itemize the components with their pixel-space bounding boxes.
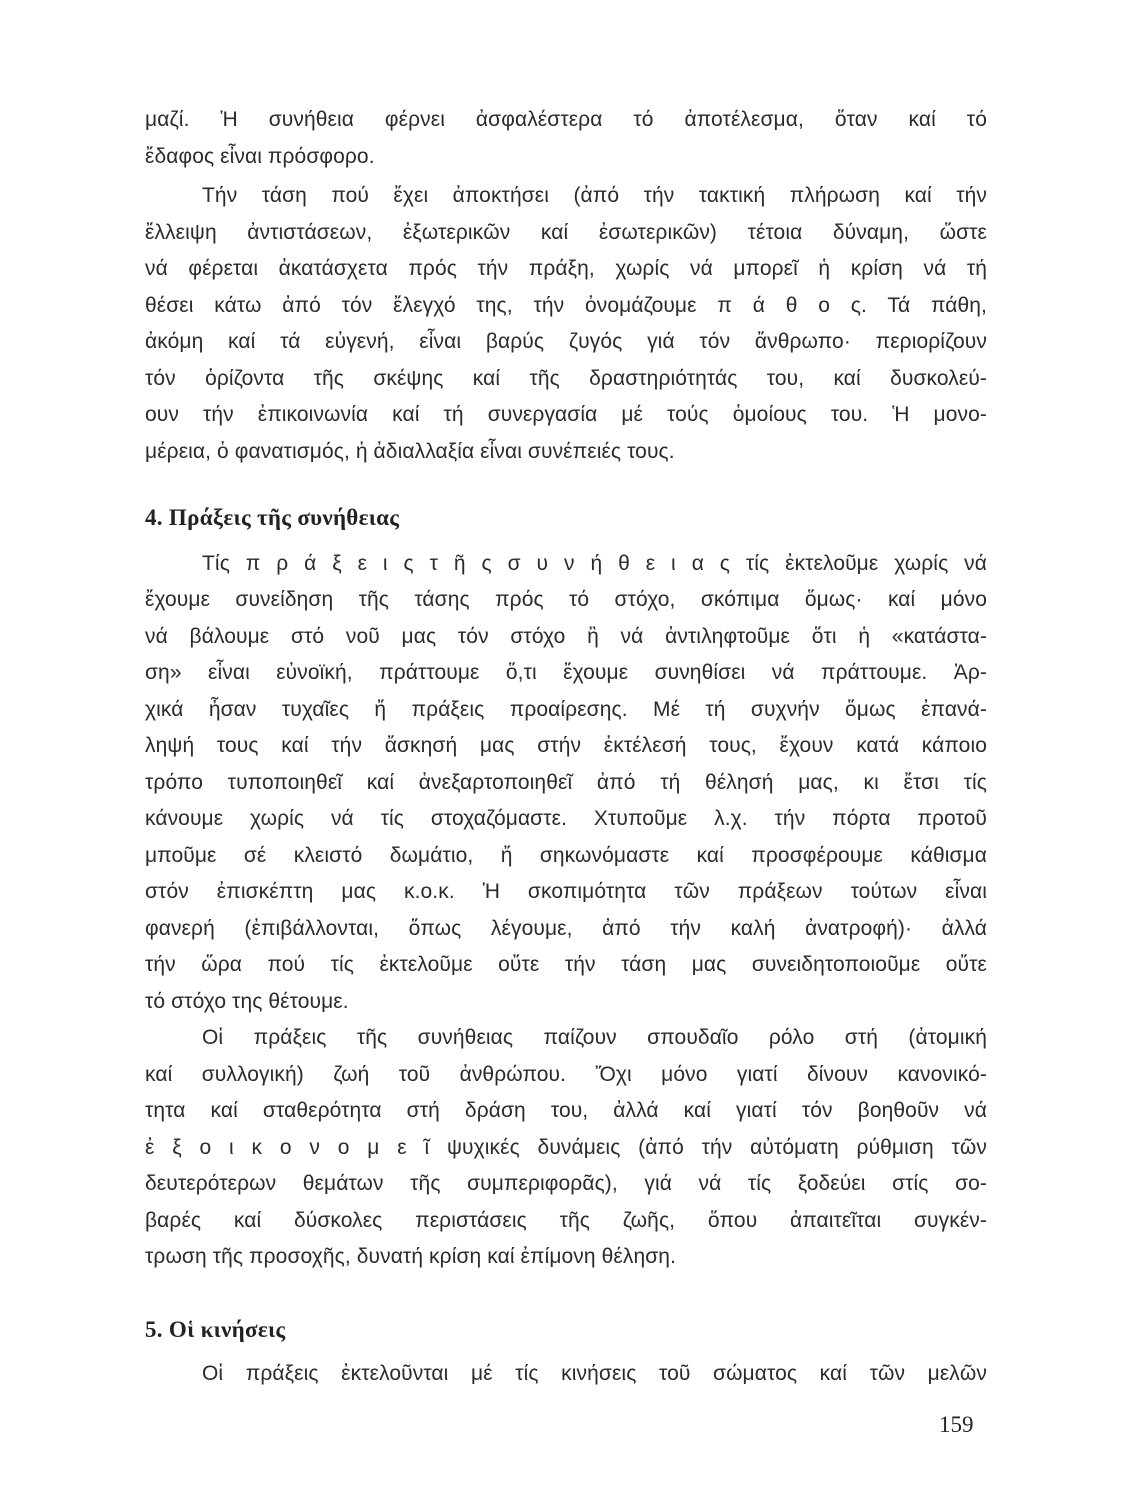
text-line: Τίς π ρ ά ξ ε ι ς τ ῆ ς σ υ ν ή θ ε ι α ς τίς ἐκτελοῦμε χωρίς νά (202, 551, 987, 575)
text-line: τητα καί σταθερότητα στή δράση του, ἀλλά καί γιατί τόν βοηθοῦν νά (145, 1099, 987, 1122)
text-line: μέρεια, ὁ φανατισμός, ἡ ἀδιαλλαξία εἶναι συνέπειές τους. (145, 439, 675, 463)
text-line: καί συλλογική) ζωή τοῦ ἀνθρώπου. Ὄχι μόνο γιατί δίνουν κανονικό- (145, 1062, 987, 1086)
text-line: τρωση τῆς προσοχῆς, δυνατή κρίση καί ἐπίμονη θέληση. (145, 1245, 677, 1268)
paragraph-5 (145, 1356, 987, 1393)
text-line: ουν τήν ἐπικοινωνία καί τή συνεργασία μέ τούς ὁμοίους του. Ἡ μονο- (145, 403, 987, 426)
text-line: νά φέρεται ἀκατάσχετα πρός τήν πράξη, χωρίς νά μπορεῖ ἡ κρίση νά τή (145, 257, 987, 280)
text-line: φανερή (ἐπιβάλλονται, ὅπως λέγουμε, ἀπό τήν καλή ἀνατροφή)· ἀλλά (145, 916, 987, 940)
text-line: ση» εἶναι εὐνοϊκή, πράττουμε ὅ,τι ἔχουμε συνηθίσει νά πράττουμε. Ἀρ- (145, 661, 987, 684)
paragraph-1 (145, 102, 987, 175)
text-line: μποῦμε σέ κλειστό δωμάτιο, ἤ σηκωνόμαστε καί προσφέρουμε κάθισμα (145, 843, 987, 867)
text-line: κάνουμε χωρίς νά τίς στοχαζόμαστε. Χτυποῦμε λ.χ. τήν πόρτα προτοῦ (145, 807, 987, 830)
section-heading-5: 5. Οἱ κινήσεις (145, 1316, 286, 1342)
text-line: ἀκόμη καί τά εὐγενή, εἶναι βαρύς ζυγός γιά τόν ἄνθρωπο· περιορίζουν (145, 330, 987, 353)
text-line: Οἱ πράξεις τῆς συνήθειας παίζουν σπουδαῖο ρόλο στή (ἀτομική (202, 1026, 987, 1049)
text-line: τήν ὥρα πού τίς ἐκτελοῦμε οὔτε τήν τάση μας συνειδητοποιοῦμε οὔτε (145, 953, 987, 976)
page-body (145, 102, 987, 1393)
text-line: Οἱ πράξεις ἐκτελοῦνται μέ τίς κινήσεις τοῦ σώματος καί τῶν μελῶν (202, 1362, 987, 1385)
text-line: θέσει κάτω ἀπό τόν ἔλεγχό της, τήν ὀνομάζουμε π ά θ ο ς. Τά πάθη, (145, 293, 987, 317)
text-line: στόν ἐπισκέπτη μας κ.ο.κ. Ἡ σκοπιμότητα τῶν πράξεων τούτων εἶναι (145, 880, 987, 903)
text-line: τρόπο τυποποιηθεῖ καί ἀνεξαρτοποιηθεῖ ἀπό τή θέλησή μας, κι ἔτσι τίς (145, 770, 987, 794)
text-line: βαρές καί δύσκολες περιστάσεις τῆς ζωῆς, ὅπου ἀπαιτεῖται συγκέν- (145, 1208, 987, 1232)
text-line: νά βάλουμε στό νοῦ μας τόν στόχο ἢ νά ἀντιληφτοῦμε ὅτι ἡ «κατάστα- (145, 624, 987, 648)
text-line: Τήν τάση πού ἔχει ἀποκτήσει (ἀπό τήν τακτική πλήρωση καί τήν (202, 184, 987, 207)
text-line: χικά ἦσαν τυχαῖες ἤ πράξεις προαίρεσης. Μέ τή συχνήν ὅμως ἐπανά- (145, 697, 987, 721)
text-line: μαζί. Ἡ συνήθεια φέρνει ἀσφαλέστερα τό ἀποτέλεσμα, ὅταν καί τό (145, 108, 987, 131)
paragraph-3 (145, 546, 987, 1021)
page-number: 159 (939, 1412, 974, 1437)
text-line: ληψή τους καί τήν ἄσκησή μας στήν ἐκτέλεσή τους, ἔχουν κατά κάποιο (145, 734, 987, 757)
paragraph-2 (145, 178, 987, 470)
text-line: ἔχουμε συνείδηση τῆς τάσης πρός τό στόχο, σκόπιμα ὅμως· καί μόνο (145, 588, 987, 611)
text-line: ἐ ξ ο ι κ ο ν ο μ ε ῖ ψυχικές δυνάμεις (ἀπό τήν αὐτόματη ρύθμιση τῶν (145, 1135, 987, 1159)
text-line: τόν ὁρίζοντα τῆς σκέψης καί τῆς δραστηριότητάς του, καί δυσκολεύ- (145, 366, 987, 390)
text-line: ἔδαφος εἶναι πρόσφορο. (145, 144, 375, 168)
section-heading-4: 4. Πράξεις τῆς συνήθειας (145, 505, 400, 530)
text-line: ἔλλειψη ἀντιστάσεων, ἐξωτερικῶν καί ἐσωτερικῶν) τέτοια δύναμη, ὥστε (145, 220, 987, 244)
text-line: δευτερότερων θεμάτων τῆς συμπεριφορᾶς), γιά νά τίς ξοδεύει στίς σο- (145, 1172, 987, 1195)
text-line: τό στόχο της θέτουμε. (145, 989, 349, 1013)
paragraph-4 (145, 1020, 987, 1276)
